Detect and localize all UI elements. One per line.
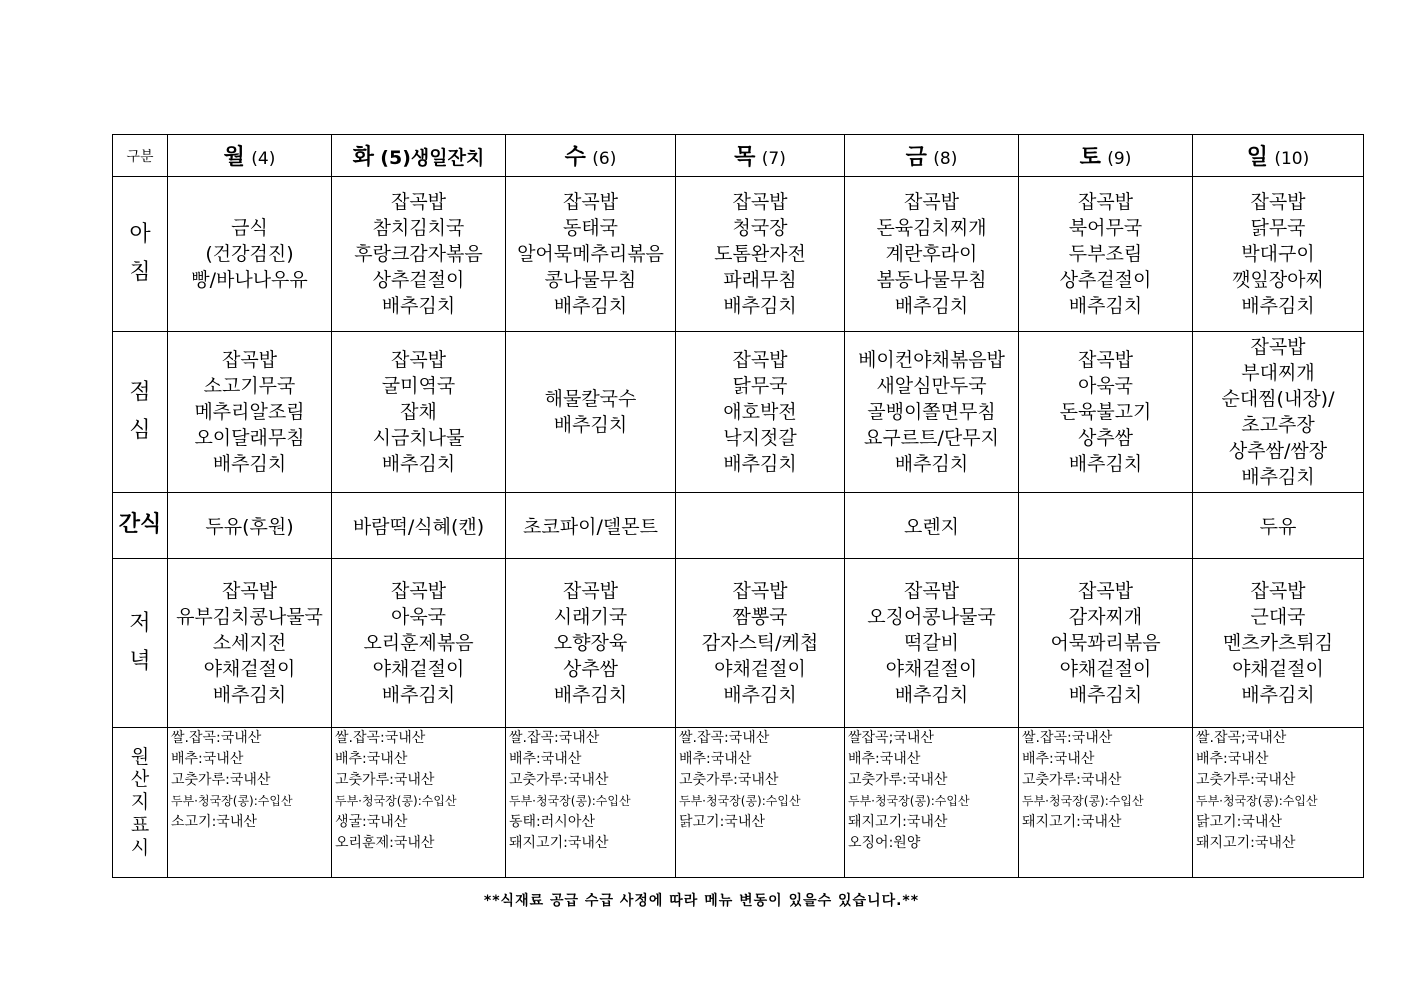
origin-item: 쌀.잡곡:국내산 bbox=[171, 730, 262, 746]
menu-item: 배추김치 bbox=[1068, 453, 1143, 475]
menu-item: 상추쌈 bbox=[1077, 427, 1134, 449]
origin-row bbox=[113, 728, 1364, 878]
menu-item: 야채겉절이 bbox=[1059, 658, 1152, 680]
menu-item: 배추김치 bbox=[894, 295, 969, 317]
origin-item: 고춧가루:국내산 bbox=[679, 772, 779, 788]
origin-item: 쌀잡곡;국내산 bbox=[848, 730, 934, 746]
origin-item: 배추:국내산 bbox=[509, 751, 582, 767]
origin-item: 닭고기:국내산 bbox=[679, 814, 765, 830]
dinner-tue bbox=[332, 559, 506, 728]
menu-item: 오이달래무침 bbox=[194, 427, 305, 449]
menu-item: 배추김치 bbox=[894, 453, 969, 475]
menu-item: 잡곡밥 bbox=[1250, 336, 1306, 358]
dinner-fri bbox=[845, 559, 1019, 728]
snack-row bbox=[113, 493, 1364, 559]
day-name: 목 bbox=[734, 145, 756, 170]
weekly-menu-table bbox=[112, 134, 1364, 878]
menu-item: 배추김치 bbox=[1068, 684, 1143, 706]
menu-item: 닭무국 bbox=[732, 375, 788, 397]
snack-sun: 두유 bbox=[1193, 493, 1364, 559]
snack-sat bbox=[1019, 493, 1193, 559]
dinner-thu bbox=[676, 559, 845, 728]
header-row bbox=[113, 135, 1364, 177]
dinner-label: 저 녁 bbox=[113, 559, 168, 728]
menu-item: 도톰완자전 bbox=[714, 243, 806, 265]
menu-item: 유부김치콩나물국 bbox=[176, 606, 323, 628]
menu-item: 오징어콩나물국 bbox=[867, 606, 996, 628]
origin-item: 쌀.잡곡;국내산 bbox=[1196, 730, 1287, 746]
menu-item: 배추김치 bbox=[553, 295, 628, 317]
origin-item: 두부·청국장(콩):수입산 bbox=[335, 794, 457, 808]
day-header-sun bbox=[1193, 135, 1364, 177]
origin-label: 원 산 지 표 시 bbox=[113, 728, 168, 878]
menu-item: 북어무국 bbox=[1068, 217, 1143, 239]
lunch-wed bbox=[506, 332, 676, 493]
day-name: 월 bbox=[223, 145, 245, 170]
corner-label: 구분 bbox=[113, 135, 168, 177]
menu-item: 상추쌈 bbox=[562, 658, 619, 680]
menu-item: 상추쌈/쌈장 bbox=[1228, 440, 1328, 462]
origin-item: 배추:국내산 bbox=[171, 751, 244, 767]
origin-item: 배추:국내산 bbox=[848, 751, 921, 767]
day-header-fri bbox=[845, 135, 1019, 177]
menu-item: 떡갈비 bbox=[903, 632, 960, 654]
menu-item: 배추김치 bbox=[1241, 466, 1315, 488]
menu-item: 잡곡밥 bbox=[732, 191, 788, 213]
snack-label: 간식 bbox=[113, 493, 168, 559]
lunch-fri bbox=[845, 332, 1019, 493]
menu-item: 잡곡밥 bbox=[390, 349, 447, 371]
origin-item: 소고기:국내산 bbox=[171, 814, 257, 830]
origin-item: 배추:국내산 bbox=[1196, 751, 1269, 767]
menu-item: 초고추장 bbox=[1241, 414, 1315, 436]
menu-item: 배추김치 bbox=[723, 295, 797, 317]
menu-item: 잡곡밥 bbox=[1250, 580, 1306, 602]
breakfast-row bbox=[113, 177, 1364, 332]
menu-item: 잡곡밥 bbox=[1250, 191, 1306, 213]
menu-item: 잡곡밥 bbox=[1077, 580, 1134, 602]
day-number: (6) bbox=[592, 149, 617, 169]
lunch-thu bbox=[676, 332, 845, 493]
footer-note: **식재료 공급 수급 사정에 따라 메뉴 변동이 있을수 있습니다.** bbox=[483, 893, 920, 909]
snack-fri: 오렌지 bbox=[845, 493, 1019, 559]
origin-item: 생굴:국내산 bbox=[335, 814, 408, 830]
menu-item: 시금치나물 bbox=[372, 427, 465, 449]
menu-item: 소고기무국 bbox=[203, 375, 296, 397]
menu-item: 골뱅이쫄면무침 bbox=[867, 401, 996, 423]
dinner-wed bbox=[506, 559, 676, 728]
origin-item: 두부·청국장(콩):수입산 bbox=[679, 794, 801, 808]
menu-item: 아욱국 bbox=[390, 606, 447, 628]
menu-item: 봄동나물무침 bbox=[876, 269, 987, 291]
day-name: 금 bbox=[905, 145, 927, 170]
snack-thu bbox=[676, 493, 845, 559]
menu-item: 두부조림 bbox=[1068, 243, 1143, 265]
origin-item: 오리훈제:국내산 bbox=[335, 835, 435, 851]
origin-item: 쌀.잡곡:국내산 bbox=[1022, 730, 1113, 746]
menu-item: 순대찜(내장)/ bbox=[1221, 388, 1335, 410]
breakfast-fri bbox=[845, 177, 1019, 332]
menu-item: 소세지전 bbox=[212, 632, 287, 654]
menu-item: 잡곡밥 bbox=[1077, 191, 1134, 213]
menu-item: 배추김치 bbox=[553, 684, 628, 706]
menu-item: 잡곡밥 bbox=[562, 191, 619, 213]
origin-item: 닭고기:국내산 bbox=[1196, 814, 1282, 830]
origin-item: 쌀.잡곡:국내산 bbox=[335, 730, 426, 746]
menu-item: 잡곡밥 bbox=[732, 349, 788, 371]
menu-item: 배추김치 bbox=[1241, 295, 1315, 317]
menu-item: 잡곡밥 bbox=[903, 191, 960, 213]
menu-item: 시래기국 bbox=[553, 606, 628, 628]
menu-item: 돈육불고기 bbox=[1059, 401, 1152, 423]
day-number: (10) bbox=[1274, 149, 1310, 169]
breakfast-wed bbox=[506, 177, 676, 332]
menu-item: 잡곡밥 bbox=[221, 349, 278, 371]
menu-item: 후랑크감자볶음 bbox=[354, 243, 483, 265]
menu-item: 감자찌개 bbox=[1068, 606, 1143, 628]
lunch-row bbox=[113, 332, 1364, 493]
day-name: 토 bbox=[1079, 145, 1101, 170]
menu-item: 금식 bbox=[231, 217, 268, 239]
origin-item: 고춧가루:국내산 bbox=[848, 772, 948, 788]
menu-item: 새알심만두국 bbox=[876, 375, 987, 397]
dinner-sat bbox=[1019, 559, 1193, 728]
menu-item: 부대찌개 bbox=[1241, 362, 1315, 384]
lunch-sun bbox=[1193, 332, 1364, 493]
origin-item: 배추:국내산 bbox=[335, 751, 408, 767]
day-header-mon bbox=[168, 135, 332, 177]
menu-item: 배추김치 bbox=[1068, 295, 1143, 317]
origin-item: 배추:국내산 bbox=[679, 751, 752, 767]
dinner-row bbox=[113, 559, 1364, 728]
menu-item: 야채겉절이 bbox=[1232, 658, 1324, 680]
menu-item: 잡곡밥 bbox=[390, 191, 447, 213]
menu-item: 알어묵메추리볶음 bbox=[517, 243, 664, 265]
menu-item: 야채겉절이 bbox=[372, 658, 465, 680]
menu-item: 베이컨야채볶음밥 bbox=[858, 349, 1005, 371]
origin-mon bbox=[168, 728, 332, 878]
origin-fri bbox=[845, 728, 1019, 878]
breakfast-label: 아 침 bbox=[113, 177, 168, 332]
menu-item: 잡곡밥 bbox=[562, 580, 619, 602]
origin-item: 두부·청국장(콩):수입산 bbox=[1022, 794, 1144, 808]
menu-item: 배추김치 bbox=[381, 684, 456, 706]
menu-item: 낙지젓갈 bbox=[723, 427, 797, 449]
menu-item: 오리훈제볶음 bbox=[363, 632, 474, 654]
breakfast-sun bbox=[1193, 177, 1364, 332]
origin-item: 돼지고기:국내산 bbox=[1196, 835, 1296, 851]
origin-item: 고춧가루:국내산 bbox=[1196, 772, 1296, 788]
menu-item: 배추김치 bbox=[1241, 684, 1315, 706]
menu-item: 요구르트/단무지 bbox=[864, 427, 999, 449]
menu-item: 참치김치국 bbox=[372, 217, 465, 239]
menu-item: 배추김치 bbox=[894, 684, 969, 706]
menu-item: 상추겉절이 bbox=[372, 269, 465, 291]
day-header-sat bbox=[1019, 135, 1193, 177]
lunch-mon bbox=[168, 332, 332, 493]
origin-sat bbox=[1019, 728, 1193, 878]
origin-item: 쌀.잡곡:국내산 bbox=[679, 730, 770, 746]
menu-item: 빵/바나나우유 bbox=[191, 269, 308, 291]
menu-item: 근대국 bbox=[1250, 606, 1306, 628]
menu-item: 야채겉절이 bbox=[885, 658, 978, 680]
origin-item: 돼지고기:국내산 bbox=[509, 835, 609, 851]
menu-item: 배추김치 bbox=[381, 295, 456, 317]
origin-tue bbox=[332, 728, 506, 878]
origin-item: 두부·청국장(콩):수입산 bbox=[171, 794, 293, 808]
day-number: (5)생일잔치 bbox=[380, 147, 485, 169]
menu-item: 배추김치 bbox=[553, 414, 628, 436]
menu-item: 배추김치 bbox=[723, 684, 797, 706]
day-number: (7) bbox=[761, 149, 786, 169]
menu-item: 아욱국 bbox=[1077, 375, 1134, 397]
origin-item: 쌀.잡곡:국내산 bbox=[509, 730, 600, 746]
origin-item: 두부·청국장(콩):수입산 bbox=[848, 794, 970, 808]
menu-item: 배추김치 bbox=[212, 684, 287, 706]
menu-item: 배추김치 bbox=[381, 453, 456, 475]
menu-item: 잡채 bbox=[400, 401, 437, 423]
snack-mon: 두유(후원) bbox=[168, 493, 332, 559]
menu-item: 굴미역국 bbox=[381, 375, 456, 397]
breakfast-tue bbox=[332, 177, 506, 332]
menu-item: 어묵꽈리볶음 bbox=[1050, 632, 1161, 654]
menu-item: 파래무침 bbox=[723, 269, 797, 291]
snack-wed: 초코파이/델몬트 bbox=[506, 493, 676, 559]
menu-item: 잡곡밥 bbox=[903, 580, 960, 602]
origin-sun bbox=[1193, 728, 1364, 878]
snack-tue: 바람떡/식혜(캔) bbox=[332, 493, 506, 559]
day-number: (4) bbox=[251, 149, 276, 169]
breakfast-thu bbox=[676, 177, 845, 332]
origin-item: 돼지고기:국내산 bbox=[848, 814, 948, 830]
menu-item: 돈육김치찌개 bbox=[876, 217, 987, 239]
menu-item: 콩나물무침 bbox=[544, 269, 637, 291]
lunch-label: 점 심 bbox=[113, 332, 168, 493]
origin-item: 고춧가루:국내산 bbox=[509, 772, 609, 788]
origin-item: 배추:국내산 bbox=[1022, 751, 1095, 767]
day-header-thu bbox=[676, 135, 845, 177]
dinner-sun bbox=[1193, 559, 1364, 728]
menu-item: 멘츠카츠튀김 bbox=[1222, 632, 1334, 654]
origin-item: 돼지고기:국내산 bbox=[1022, 814, 1122, 830]
lunch-sat bbox=[1019, 332, 1193, 493]
menu-item: 계란후라이 bbox=[885, 243, 978, 265]
menu-item: 배추김치 bbox=[212, 453, 287, 475]
origin-wed bbox=[506, 728, 676, 878]
menu-item: 배추김치 bbox=[723, 453, 797, 475]
menu-item: 청국장 bbox=[732, 217, 788, 239]
day-number: (9) bbox=[1107, 149, 1132, 169]
menu-item: 잡곡밥 bbox=[221, 580, 278, 602]
menu-item: 애호박전 bbox=[723, 401, 797, 423]
menu-item: 박대구이 bbox=[1241, 243, 1315, 265]
menu-item: (건강검진) bbox=[205, 243, 294, 265]
origin-item: 두부·청국장(콩):수입산 bbox=[509, 794, 631, 808]
origin-item: 두부·청국장(콩):수입산 bbox=[1196, 794, 1318, 808]
dinner-mon bbox=[168, 559, 332, 728]
day-header-tue bbox=[332, 135, 506, 177]
breakfast-mon bbox=[168, 177, 332, 332]
menu-item: 야채겉절이 bbox=[714, 658, 806, 680]
origin-item: 고춧가루:국내산 bbox=[171, 772, 271, 788]
origin-item: 고춧가루:국내산 bbox=[1022, 772, 1122, 788]
origin-item: 고춧가루:국내산 bbox=[335, 772, 435, 788]
origin-item: 오징어:원양 bbox=[848, 835, 921, 851]
origin-thu bbox=[676, 728, 845, 878]
menu-item: 동태국 bbox=[562, 217, 619, 239]
breakfast-sat bbox=[1019, 177, 1193, 332]
menu-item: 짬뽕국 bbox=[732, 606, 788, 628]
menu-item: 오향장육 bbox=[553, 632, 628, 654]
menu-item: 깻잎장아찌 bbox=[1232, 269, 1324, 291]
menu-item: 감자스틱/케첩 bbox=[701, 632, 819, 654]
day-name: 수 bbox=[564, 145, 586, 170]
menu-item: 상추겉절이 bbox=[1059, 269, 1152, 291]
day-name: 화 bbox=[352, 145, 374, 170]
origin-item: 동태:러시아산 bbox=[509, 814, 595, 830]
menu-item: 잡곡밥 bbox=[732, 580, 788, 602]
day-name: 일 bbox=[1246, 145, 1268, 170]
menu-item: 닭무국 bbox=[1250, 217, 1306, 239]
menu-item: 잡곡밥 bbox=[1077, 349, 1134, 371]
menu-item: 메추리알조림 bbox=[194, 401, 305, 423]
menu-item: 해물칼국수 bbox=[544, 388, 637, 410]
menu-item: 잡곡밥 bbox=[390, 580, 447, 602]
day-number: (8) bbox=[933, 149, 958, 169]
menu-item: 야채겉절이 bbox=[203, 658, 296, 680]
lunch-tue bbox=[332, 332, 506, 493]
day-header-wed bbox=[506, 135, 676, 177]
